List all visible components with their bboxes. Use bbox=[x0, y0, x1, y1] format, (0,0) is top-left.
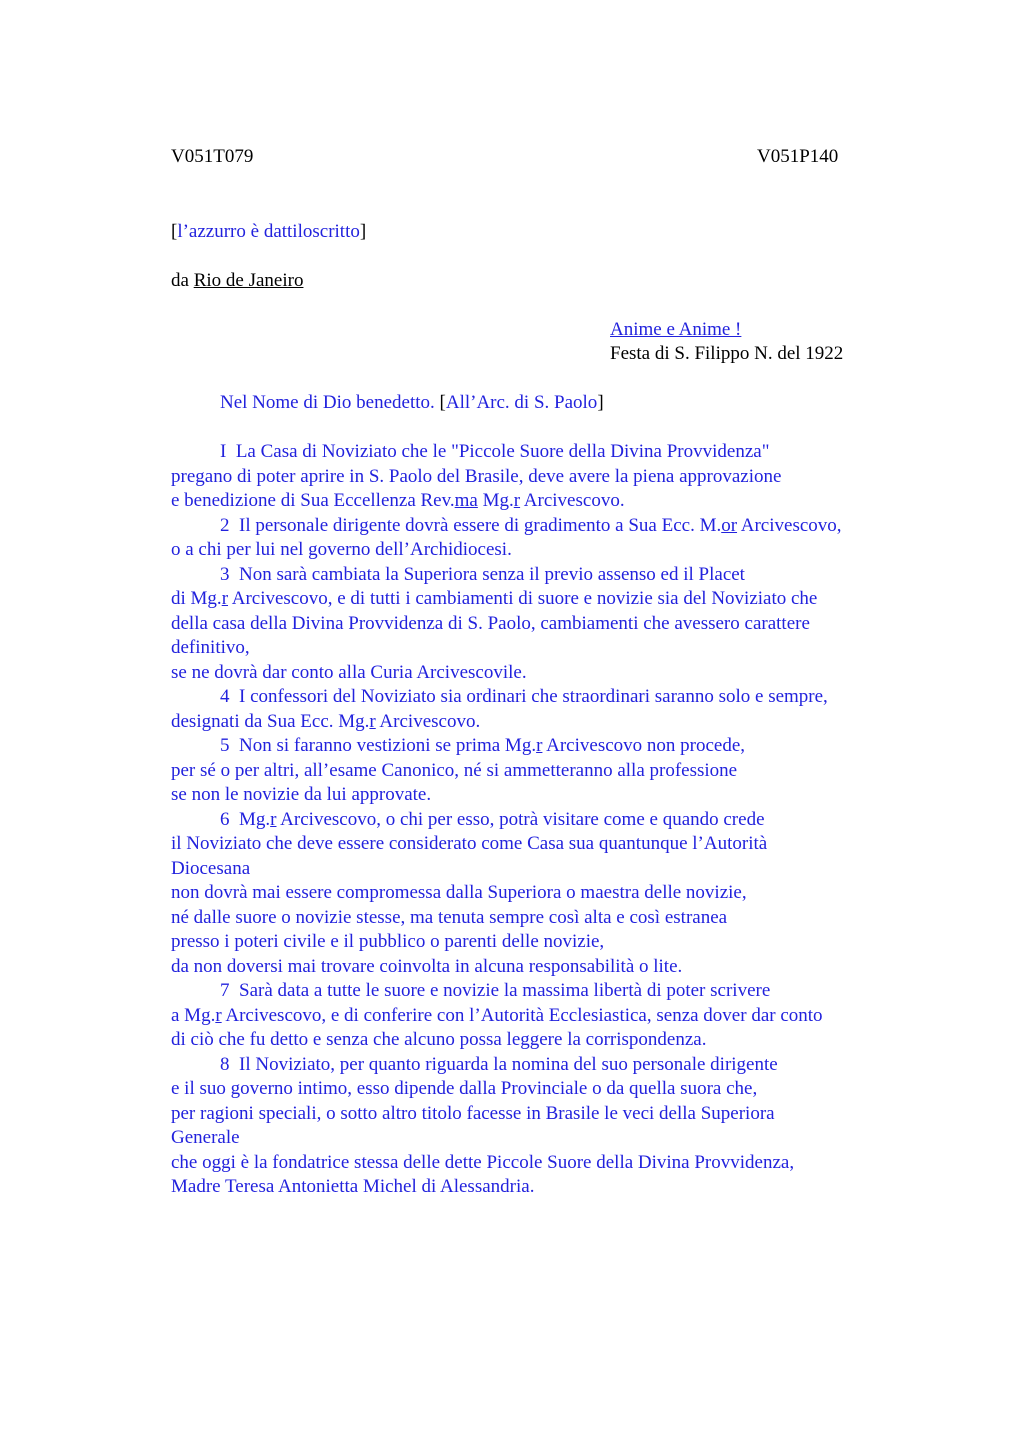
text-line: I La Casa di Noviziato che le "Piccole Suore della Divina Provvidenza" bbox=[220, 441, 770, 462]
text-line: pregano di poter aprire in S. Paolo del Brasile, deve avere la piena approvazione bbox=[171, 465, 782, 487]
editor-note-text: l’azzurro è dattiloscritto bbox=[177, 221, 360, 242]
invocation-text: Nel Nome di Dio benedetto. bbox=[220, 392, 440, 413]
text-line: per sé o per altri, all’esame Canonico, né si ammetteranno alla professione bbox=[171, 759, 738, 781]
text-line bbox=[171, 808, 842, 833]
date-line: Festa di S. Filippo N. del 1922 bbox=[610, 343, 844, 364]
text-line: Madre Teresa Antonietta Michel di Alessandria. bbox=[171, 1176, 535, 1197]
abbreviation-superscript: r bbox=[221, 588, 229, 609]
text-line: Diocesana bbox=[171, 857, 251, 879]
text-segment: Mg. bbox=[477, 490, 514, 511]
bracket-close: ] bbox=[359, 221, 367, 242]
abbreviation-superscript: r bbox=[270, 808, 277, 830]
abbreviation-superscript: r bbox=[215, 1004, 222, 1026]
bracket-open: [ bbox=[171, 221, 178, 242]
text-line: presso i poteri civile e il pubblico o parenti delle novizie, bbox=[171, 931, 605, 952]
text-line: 4 I confessori del Noviziato sia ordinari che straordinari saranno solo e sempre, bbox=[220, 686, 828, 707]
archive-code-right: V051P140 bbox=[757, 146, 839, 167]
text-line: Generale bbox=[171, 1127, 240, 1148]
abbreviation-superscript: or bbox=[721, 514, 738, 536]
text-line: definitivo, bbox=[171, 637, 250, 658]
text-line bbox=[171, 514, 842, 539]
archive-code-left: V051T079 bbox=[171, 146, 254, 167]
text-line bbox=[171, 587, 842, 612]
invocation bbox=[220, 391, 604, 416]
text-segment: 5 Non si faranno vestizioni se prima Mg. bbox=[220, 735, 537, 756]
text-line: o a chi per lui nel governo dell’Archidiocesi. bbox=[171, 539, 512, 560]
text-line: 8 Il Noviziato, per quanto riguarda la nomina del suo personale dirigente bbox=[220, 1053, 778, 1075]
origin-place: Rio de Janeiro bbox=[193, 270, 304, 291]
text-line bbox=[171, 710, 842, 735]
text-segment: Arcivescovo. bbox=[375, 710, 481, 732]
addressee: All’Arc. di S. Paolo bbox=[445, 392, 598, 413]
abbreviation-superscript: r bbox=[536, 735, 543, 756]
text-segment: Arcivescovo, e di tutti i cambiamenti di suore e novizie sia del Noviziato che bbox=[228, 588, 818, 609]
bracket-close: ] bbox=[597, 392, 604, 413]
text-line: il Noviziato che deve essere considerato come Casa sua quantunque l’Autorità bbox=[171, 833, 768, 854]
text-line: da non doversi mai trovare coinvolta in alcuna responsabilità o lite. bbox=[171, 955, 683, 977]
text-line: 3 Non sarà cambiata la Superiora senza il previo assenso ed il Placet bbox=[220, 563, 745, 585]
text-line: per ragioni speciali, o sotto altro titolo facesse in Brasile le veci della Superiora bbox=[171, 1102, 775, 1124]
text-segment: Arcivescovo, o chi per esso, potrà visitare come e quando crede bbox=[276, 808, 765, 830]
abbreviation-superscript: r bbox=[513, 490, 521, 511]
text-segment: designati da Sua Ecc. Mg. bbox=[171, 710, 370, 732]
text-segment: a Mg. bbox=[171, 1004, 216, 1026]
text-line: di ciò che fu detto e senza che alcuno possa leggere la corrispondenza. bbox=[171, 1029, 707, 1050]
text-segment: Arcivescovo. bbox=[520, 490, 625, 511]
bracket-open: [ bbox=[439, 392, 446, 413]
text-segment: 6 Mg. bbox=[220, 808, 271, 830]
text-segment: di Mg. bbox=[171, 588, 222, 609]
text-line: né dalle suore o novizie stesse, ma tenuta sempre così alta e così estranea bbox=[171, 906, 728, 928]
abbreviation-superscript: ma bbox=[454, 490, 478, 511]
text-segment: e benedizione di Sua Eccellenza Rev. bbox=[171, 490, 455, 511]
text-line bbox=[171, 734, 842, 759]
origin-prefix: da bbox=[171, 270, 194, 291]
letter-body bbox=[171, 440, 842, 1200]
text-segment: Arcivescovo, bbox=[737, 514, 842, 536]
text-segment: Arcivescovo non procede, bbox=[542, 735, 746, 756]
text-segment: Arcivescovo, e di conferire con l’Autorità Ecclesiastica, senza dover dar conto bbox=[221, 1004, 823, 1026]
text-line bbox=[171, 1004, 842, 1029]
abbreviation-superscript: r bbox=[369, 710, 376, 732]
text-line: se non le novizie da lui approvate. bbox=[171, 784, 432, 805]
text-line: e il suo governo intimo, esso dipende dalla Provinciale o da quella suora che, bbox=[171, 1078, 758, 1099]
text-segment: 2 Il personale dirigente dovrà essere di gradimento a Sua Ecc. M. bbox=[220, 514, 722, 536]
text-line: non dovrà mai essere compromessa dalla Superiora o maestra delle novizie, bbox=[171, 882, 747, 903]
origin-line bbox=[171, 269, 303, 294]
editor-note bbox=[171, 220, 366, 245]
text-line: della casa della Divina Provvidenza di S. Paolo, cambiamenti che avessero carattere bbox=[171, 612, 810, 634]
text-line bbox=[171, 489, 842, 514]
text-line: se ne dovrà dar conto alla Curia Arcivescovile. bbox=[171, 661, 527, 683]
motto: Anime e Anime ! bbox=[610, 319, 742, 340]
text-line: 7 Sarà data a tutte le suore e novizie la massima libertà di poter scrivere bbox=[220, 980, 771, 1001]
text-line: che oggi è la fondatrice stessa delle dette Piccole Suore della Divina Provvidenza, bbox=[171, 1151, 795, 1173]
